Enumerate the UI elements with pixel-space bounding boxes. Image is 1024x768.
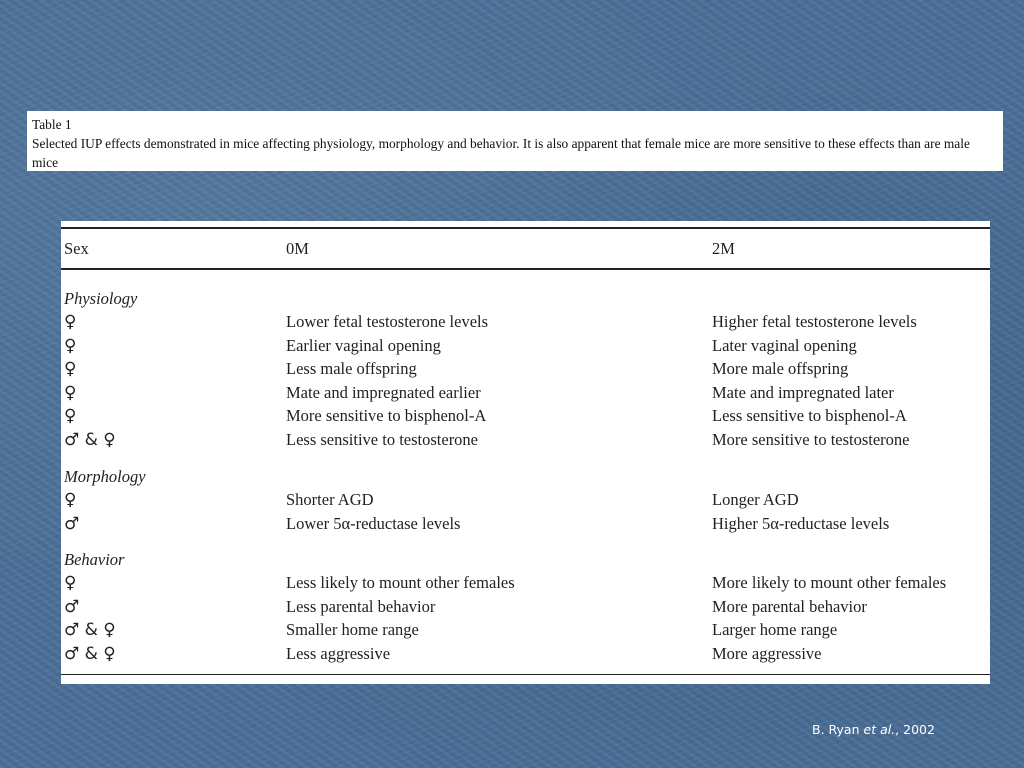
section-title-behavior: Behavior: [64, 550, 125, 569]
row-sex: ♀: [64, 490, 77, 510]
row-0m-effect: Smaller home range: [286, 620, 419, 640]
row-sex: ♂ & ♀: [64, 620, 116, 641]
row-0m-effect: Less male offspring: [286, 359, 417, 379]
data-table: [61, 221, 990, 684]
row-2m-effect: Mate and impregnated later: [712, 382, 894, 402]
header-sex: Sex: [64, 239, 89, 258]
row-2m-effect: More sensitive to testosterone: [712, 430, 910, 449]
row-sex: ♀: [64, 573, 77, 593]
citation: [812, 722, 935, 737]
row-0m-effect: More sensitive to bisphenol-A: [286, 406, 487, 426]
row-sex: ♀: [64, 359, 77, 380]
header-0m: 0M: [286, 239, 309, 258]
row-0m-effect: Lower fetal testosterone levels: [286, 312, 489, 331]
row-sex: ♀: [64, 382, 77, 403]
table-label: Table 1: [32, 117, 72, 132]
section-title-physiology: Physiology: [64, 289, 138, 308]
row-sex: ♀: [64, 406, 77, 427]
row-sex: ♂ & ♀: [64, 430, 116, 450]
bottom-rule: [61, 674, 990, 675]
row-2m-effect: More likely to mount other females: [712, 573, 947, 592]
row-0m-effect: Shorter AGD: [286, 490, 374, 509]
row-2m-effect: Larger home range: [712, 620, 838, 640]
row-sex: ♂ & ♀: [64, 643, 116, 664]
section-title-morphology: Morphology: [64, 467, 146, 486]
row-0m-effect: Earlier vaginal opening: [286, 335, 441, 355]
row-0m-effect: Less parental behavior: [286, 596, 436, 616]
row-2m-effect: Less sensitive to bisphenol-A: [712, 406, 907, 426]
header-2m: 2M: [712, 239, 735, 258]
caption-text: Selected IUP effects demonstrated in mice affecting physiology, morphology and behavior. It is also apparent that female mice are more sensitive to these effects than are male mice: [32, 136, 970, 170]
row-sex: ♂: [64, 596, 80, 617]
row-0m-effect: Less aggressive: [286, 643, 391, 663]
top-rule: [61, 227, 990, 229]
row-2m-effect: More male offspring: [712, 359, 849, 379]
header-rule: [61, 268, 990, 270]
row-sex: ♂: [64, 513, 80, 534]
row-0m-effect: Less likely to mount other females: [286, 573, 515, 592]
row-0m-effect: Less sensitive to testosterone: [286, 430, 479, 449]
citation-year: , 2002: [895, 722, 935, 737]
row-2m-effect: Longer AGD: [712, 490, 799, 509]
citation-etal: et al.: [863, 722, 896, 737]
row-2m-effect: More parental behavior: [712, 596, 867, 616]
row-2m-effect: Higher fetal testosterone levels: [712, 312, 917, 331]
table-caption: [27, 111, 1003, 171]
row-0m-effect: Lower 5α-reductase levels: [286, 513, 461, 533]
row-sex: ♀: [64, 312, 77, 332]
row-0m-effect: Mate and impregnated earlier: [286, 382, 481, 402]
row-2m-effect: Higher 5α-reductase levels: [712, 513, 890, 533]
row-sex: ♀: [64, 335, 77, 356]
row-2m-effect: Later vaginal opening: [712, 335, 857, 355]
citation-author: B. Ryan: [812, 722, 860, 737]
row-2m-effect: More aggressive: [712, 643, 822, 663]
